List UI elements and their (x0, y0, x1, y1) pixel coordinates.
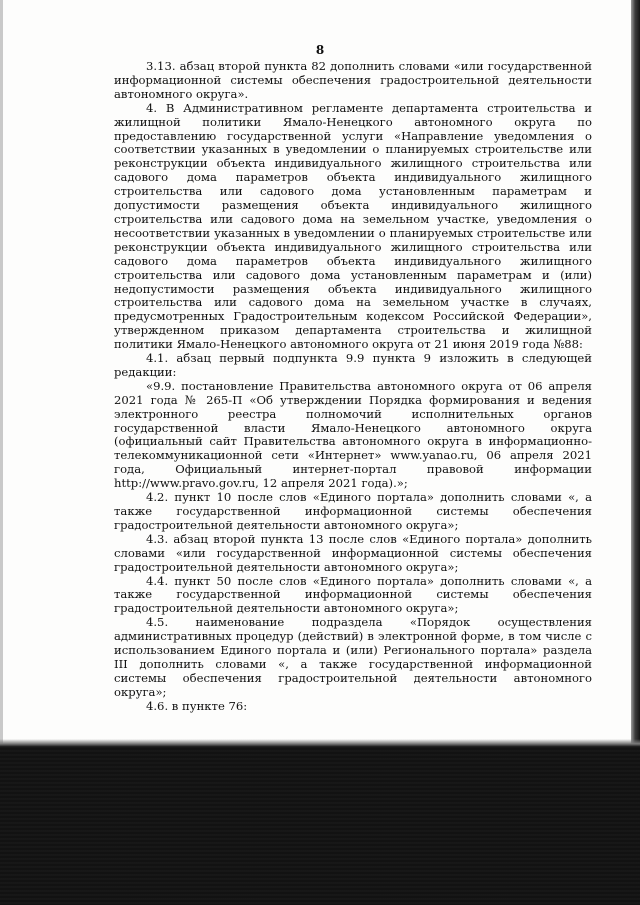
paragraph-4-2: 4.2. пункт 10 после слов «Единого портала» дополнить словами «, а также государственной информационной системы обеспечения градостроительной деятельности автономного округа»; (114, 490, 592, 532)
page-number: 8 (315, 43, 325, 57)
scan-left-margin (0, 0, 3, 745)
paragraph-4-5: 4.5. наименование подраздела «Порядок осуществления административных процедур (действий) в электронной форме, в том числе с использованием Единого портала и (или) Регионального портала» раздела III дополнить словами «, а также государственной информационной системы обеспечения градостроительной деятельности автономного округа»; (114, 615, 592, 699)
paragraph-4: 4. В Административном регламенте департамента строительства и жилищной политики Ямало-Ненецкого автономного округа по предоставлению государственной услуги «Направление уведомления о соответствии указанных в уведомлении о планируемых строительстве или реконструкции объекта индивидуального жилищного строительства или садового дома параметров объекта индивидуального жилищного строительства или садового дома установленным параметрам и допустимости размещения объекта индивидуального жилищного строительства или садового дома на земельном участке, уведомления о несоответствии указанных в уведомлении о планируемых строительстве или реконструкции объекта индивидуального жилищного строительства или садового дома параметров объекта индивидуального жилищного строительства или садового дома установленным параметрам и (или) недопустимости размещения объекта индивидуального жилищного строительства или садового дома на земельном участке в случаях, предусмотренных Градостроительным кодексом Российской Федерации», утвержденном приказом департамента строительства и жилищной политики Ямало-Ненецкого автономного округа от 21 июня 2019 года №88: (114, 100, 592, 352)
paragraph-4-4: 4.4. пункт 50 после слов «Единого портала» дополнить словами «, а также государственной информационной системы обеспечения градостроительной деятельности автономного округа»; (114, 573, 592, 616)
scan-edge-bottom (0, 745, 640, 905)
paragraph-9-9-quote: «9.9. постановление Правительства автономного округа от 06 апреля 2021 года № 265-П «Об утверждении Порядка формирования и ведения электронного реестра полномочий исполнительных органов государственной власти Ямало-Ненецкого автономного округа (официальный сайт Правительства автономного округа в информационно-телекоммуникационной сети «Интернет» www.yanao.ru, 06 апреля 2021 года, Официальный интернет-портал правовой информации http://www.pravo.gov.ru, 12 апреля 2021 года).»; (114, 378, 592, 491)
paragraph-3-13: 3.13. абзац второй пункта 82 дополнить словами «или государственной информационной системы обеспечения градостроительной деятельности автономного округа». (114, 59, 592, 101)
paragraph-4-3: 4.3. абзац второй пункта 13 после слов «Единого портала» дополнить словами «или государственной информационной системы обеспечения градостроительной деятельности автономного округа»; (114, 531, 592, 574)
paragraph-4-6: 4.6. в пункте 76: (146, 698, 248, 713)
paragraph-4-1: 4.1. абзац первый подпункта 9.9 пункта 9 изложить в следующей редакции: (114, 351, 592, 379)
document-body (114, 60, 592, 714)
